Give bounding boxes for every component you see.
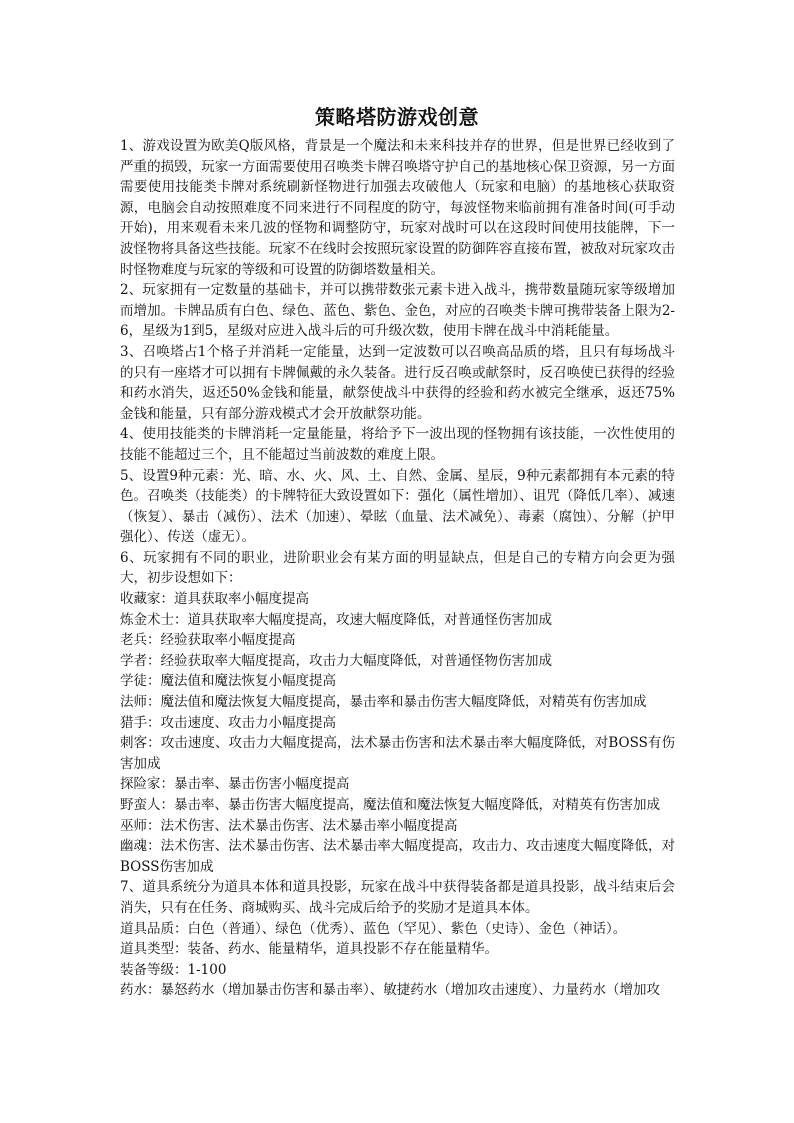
class-veteran: 老兵：经验获取率小幅度提高 (120, 632, 296, 649)
class-explorer: 探险家：暴击率、暴击伤害小幅度提高 (120, 776, 350, 793)
paragraph-6: 6、玩家拥有不同的职业，进阶职业会有某方面的明显缺点，但是自己的专精方向会更为强大，初步设想如下： (120, 549, 675, 587)
class-alchemist: 炼金术士：道具获取率大幅度提高，攻速大幅度降低，对普通怪伤害加成 (120, 611, 552, 628)
item-quality: 道具品质：白色（普通）、绿色（优秀）、蓝色（罕见）、紫色（史诗）、金色（神话）。 (120, 920, 627, 937)
document-body (120, 136, 675, 1001)
class-hunter: 猎手：攻击速度、攻击力小幅度提高 (120, 714, 336, 731)
document-title: 策略塔防游戏创意 (315, 105, 479, 129)
paragraph-5: 5、设置9种元素：光、暗、水、火、风、土、自然、金属、星辰，9种元素都拥有本元素的特色。召唤类（技能类）的卡牌特征大致设置如下：强化（属性增加）、诅咒（降低几率）、减速（恢复）、暴击（减伤）、法术（加速）、晕眩（血量、法术减免）、毒素（腐蚀）、分解（护甲强化）、传送（虚无）。 (120, 467, 675, 546)
potions: 药水：暴怒药水（增加暴击伤害和暴击率）、敏捷药水（增加攻击速度）、力量药水（增加攻 (120, 982, 660, 999)
class-wizard: 巫师：法术伤害、法术暴击伤害、法术暴击率小幅度提高 (120, 817, 458, 834)
class-scholar: 学者：经验获取率大幅度提高，攻击力大幅度降低，对普通怪物伤害加成 (120, 652, 552, 669)
class-apprentice: 学徒：魔法值和魔法恢复小幅度提高 (120, 673, 336, 690)
class-phantom: 幽魂：法术伤害、法术暴击伤害、法术暴击率大幅度提高，攻击力、攻击速度大幅度降低，对BOSS伤害加成 (120, 838, 675, 875)
paragraph-2: 2、玩家拥有一定数量的基础卡，并可以携带数张元素卡进入战斗，携带数量随玩家等级增加而增加。卡牌品质有白色、绿色、蓝色、紫色、金色，对应的召唤类卡牌可携带装备上限为2-6，星级为1到5，星级对应进入战斗后的可升级次数，使用卡牌在战斗中消耗能量。 (120, 282, 675, 340)
class-mage: 法师：魔法值和魔法恢复大幅度提高，暴击率和暴击伤害大幅度降低，对精英有伤害加成 (120, 694, 647, 711)
item-types: 道具类型：装备、药水、能量精华，道具投影不存在能量精华。 (120, 941, 498, 958)
class-barbarian: 野蛮人：暴击率、暴击伤害大幅度提高，魔法值和魔法恢复大幅度降低，对精英有伤害加成 (120, 797, 660, 813)
paragraph-4: 4、使用技能类的卡牌消耗一定量能量，将给予下一波出现的怪物拥有该技能，一次性使用的技能不能超过三个，且不能超过当前波数的难度上限。 (120, 426, 675, 463)
class-collector: 收藏家：道具获取率小幅度提高 (120, 591, 309, 608)
equip-level: 装备等级：1-100 (120, 961, 227, 978)
paragraph-1: 1、游戏设置为欧美Q版风格，背景是一个魔法和未来科技并存的世界，但是世界已经收到了严重的损毁，玩家一方面需要使用召唤类卡牌召唤塔守护自己的基地核心保卫资源，另一方面需要使用技能类卡牌对系统刷新怪物进行加强去攻破他人（玩家和电脑）的基地核心获取资源，电脑会自动按照难度不同来进行不同程度的防守，每波怪物来临前拥有准备时间(可手动开始)，用来观看未来几波的怪物和调整防守，玩家对战时可以在这段时间使用技能牌，下一波怪物将具备这些技能。玩家不在线时会按照玩家设置的防御阵容直接布置，被敌对玩家攻击时怪物难度与玩家的等级和可设置的防御塔数量相关。 (120, 138, 675, 278)
class-assassin: 刺客：攻击速度、攻击力大幅度提高，法术暴击伤害和法术暴击率大幅度降低，对BOSS有伤害加成 (120, 735, 675, 772)
paragraph-3: 3、召唤塔占1个格子并消耗一定能量，达到一定波数可以召唤高品质的塔，且只有每场战斗的只有一座塔才可以拥有卡牌佩戴的永久装备。进行反召唤或献祭时，反召唤使已获得的经验和药水消失，返还50%金钱和能量，献祭使战斗中获得的经验和药水被完全继承，返还75%金钱和能量，只有部分游戏模式才会开放献祭功能。 (120, 343, 675, 422)
paragraph-7: 7、道具系统分为道具本体和道具投影，玩家在战斗中获得装备都是道具投影，战斗结束后会消失，只有在任务、商城购买、战斗完成后给予的奖励才是道具本体。 (120, 879, 675, 916)
